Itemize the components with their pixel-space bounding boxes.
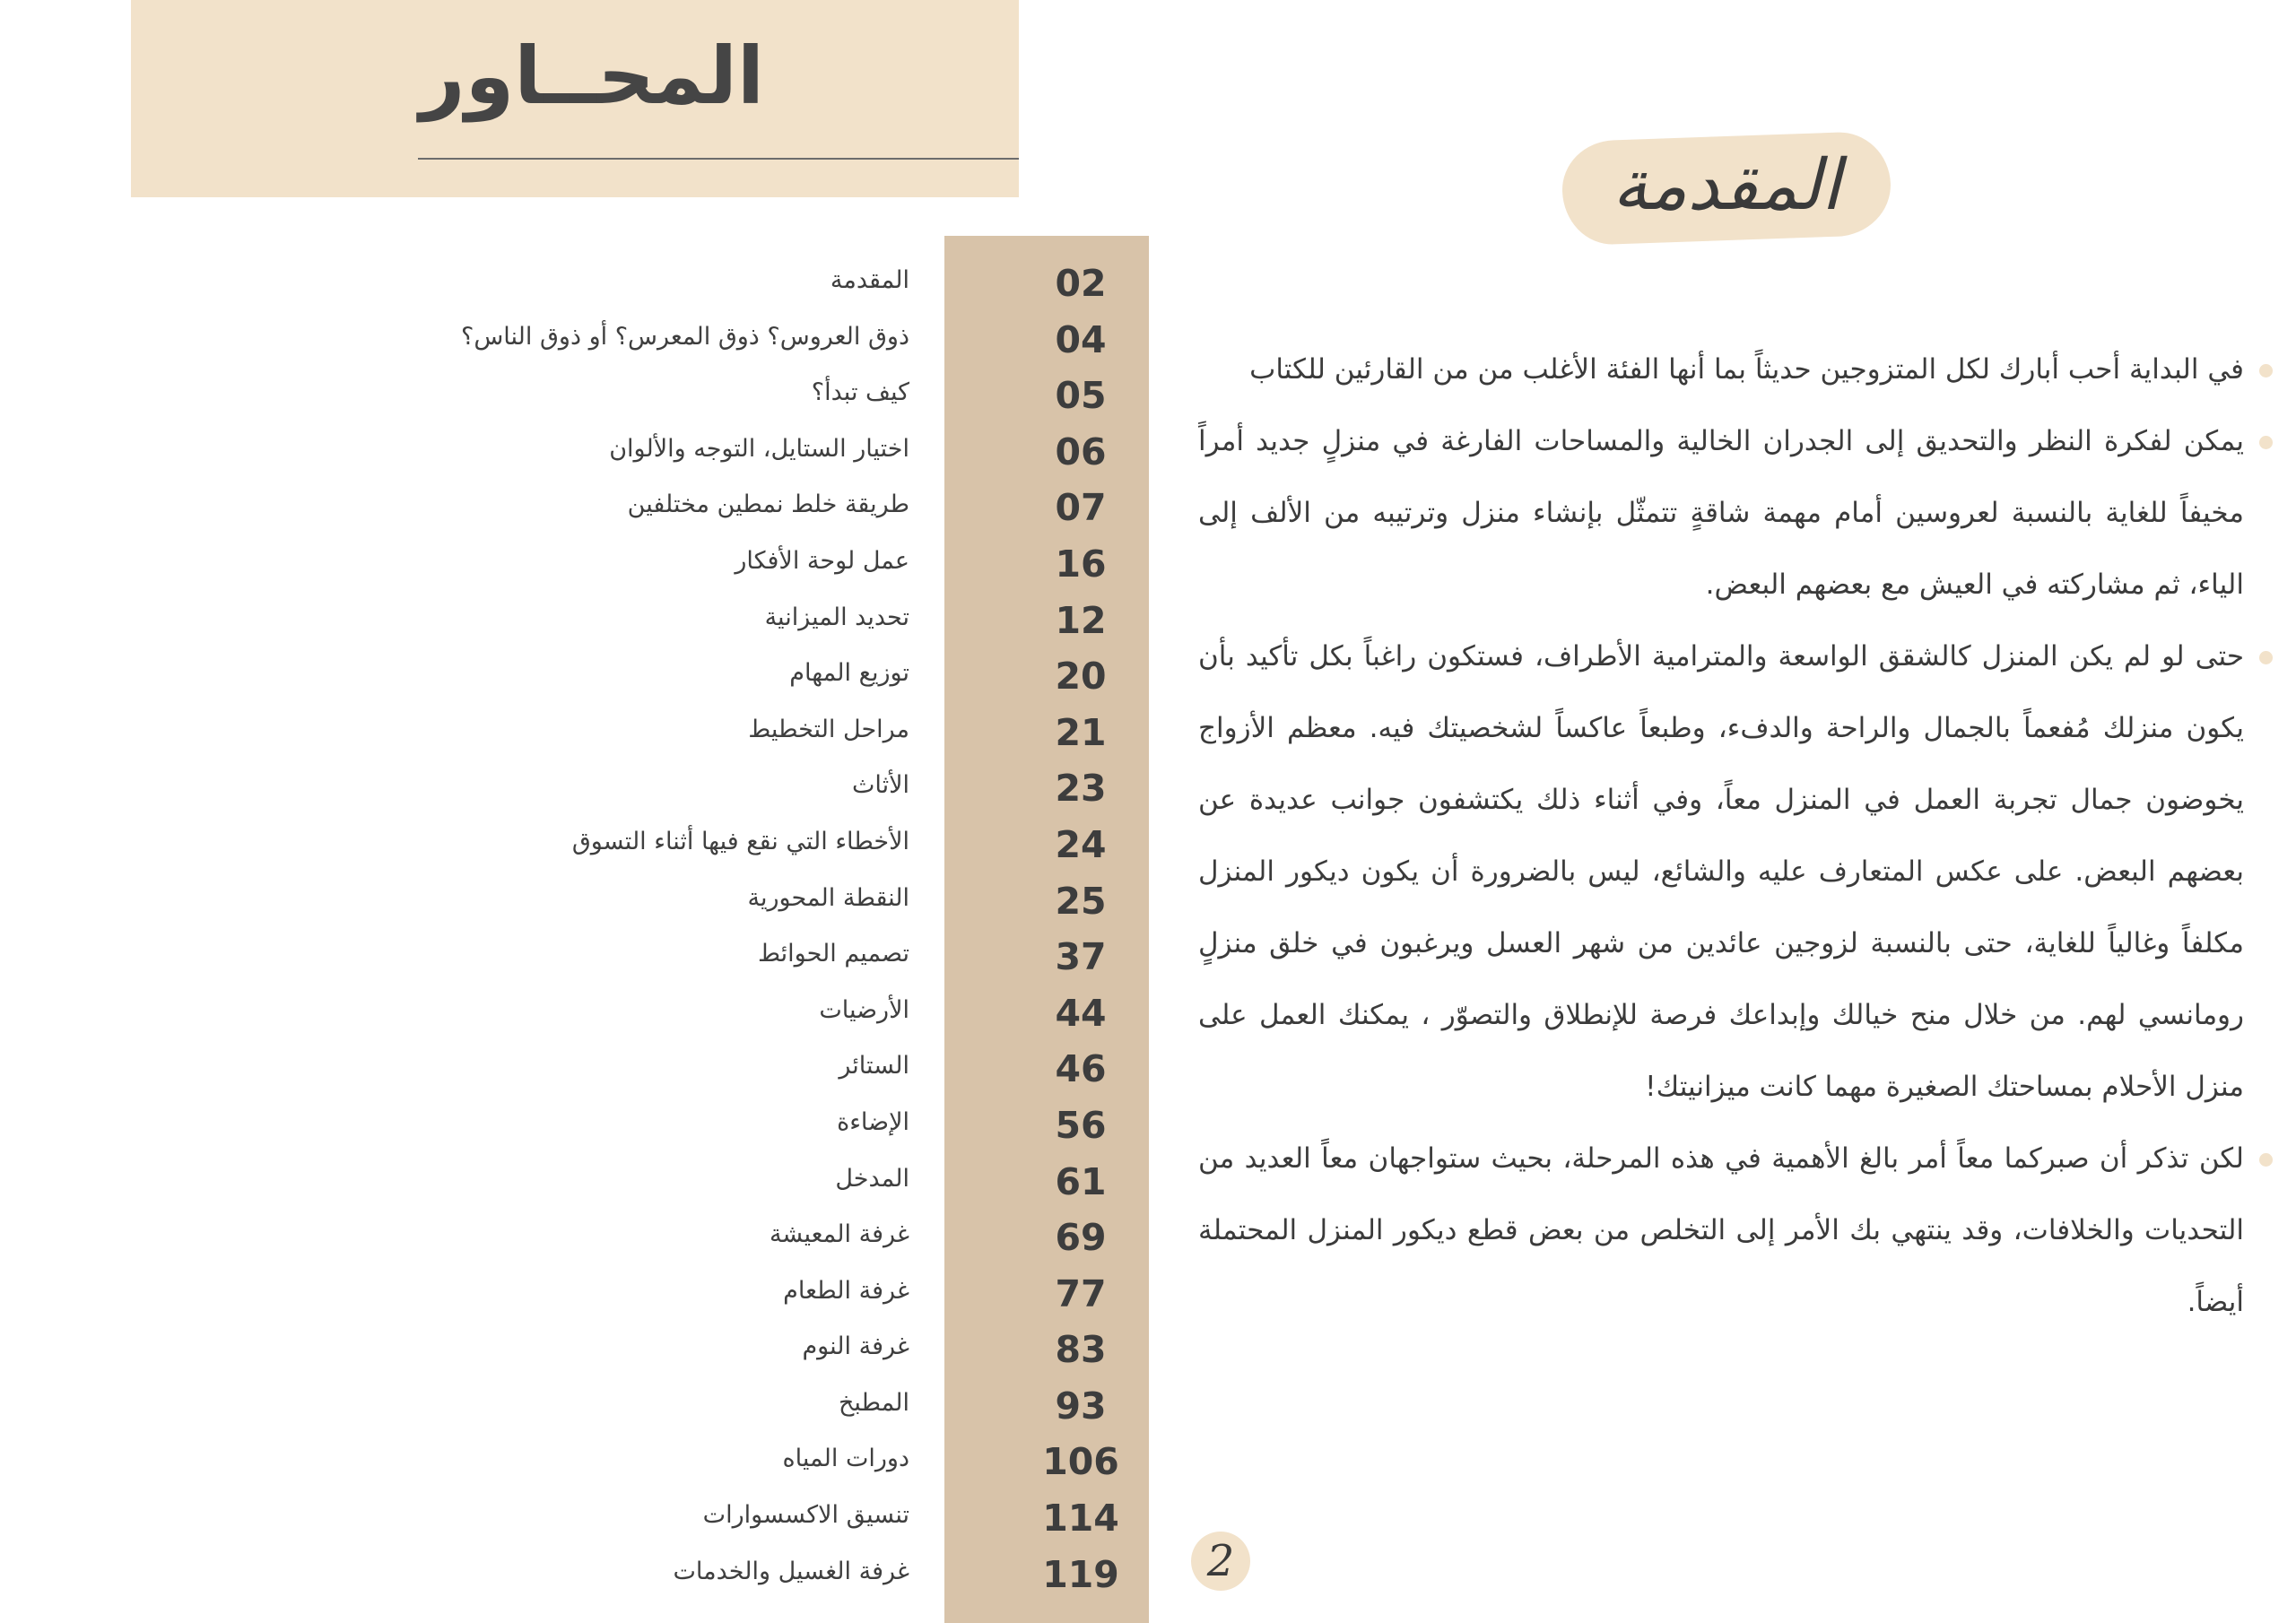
toc-entry-label: دورات المياه <box>782 1445 909 1473</box>
toc-entry-label: النقطة المحورية <box>747 883 909 912</box>
toc-entry-page-number: 44 <box>1055 991 1107 1035</box>
toc-entry[interactable] <box>269 1378 1148 1435</box>
toc-entry-page-number: 06 <box>1055 430 1107 473</box>
toc-entry[interactable] <box>269 1434 1148 1490</box>
toc-entry-label: المدخل <box>835 1164 909 1193</box>
toc-entry[interactable] <box>269 1154 1148 1211</box>
toc-entry-page-number: 114 <box>1042 1497 1119 1541</box>
toc-entry-label: طريقة خلط نمطين مختلفين <box>627 490 909 519</box>
bullet-icon <box>2259 651 2273 664</box>
toc-entry-page-number: 106 <box>1042 1440 1119 1484</box>
toc-entry-label: الإضاءة <box>837 1107 909 1136</box>
toc-title-divider <box>418 158 1019 160</box>
intro-paragraph-text: لكن تذكر أن صبركما معاً أمر بالغ الأهمية في هذه المرحلة، بحيث ستواجهان معاً العديد من التحديات والخلافات، وقد ينتهي بك الأمر إلى التخلص من بعض قطع ديكور المنزل المحتملة أيضاً. <box>1198 1142 2244 1318</box>
toc-entry[interactable] <box>269 1098 1148 1154</box>
toc-entry-page-number: 69 <box>1055 1216 1107 1260</box>
page-number: 2 <box>1206 1536 1235 1586</box>
intro-paragraph <box>1198 334 2244 405</box>
toc-entry-label: غرفة الغسيل والخدمات <box>673 1557 909 1585</box>
toc-entry-label: كيف تبدأ؟ <box>811 378 909 407</box>
toc-entry-label: الستائر <box>839 1052 909 1081</box>
toc-entry-label: توزيع المهام <box>789 659 909 688</box>
toc-entry-label: الأرضيات <box>819 995 909 1024</box>
toc-entry[interactable] <box>269 873 1148 930</box>
toc-entry[interactable] <box>269 480 1148 536</box>
toc-entry-page-number: 93 <box>1055 1384 1107 1428</box>
toc-entry-label: اختيار الستايل، التوجه والألوان <box>609 434 909 463</box>
toc-entry[interactable] <box>269 648 1148 705</box>
toc-entry-label: ذوق العروس؟ ذوق المعرس؟ أو ذوق الناس؟ <box>461 322 909 351</box>
toc-list <box>269 256 1148 1602</box>
toc-entry-label: تحديد الميزانية <box>764 603 909 631</box>
toc-entry[interactable] <box>269 593 1148 649</box>
toc-entry-page-number: 04 <box>1055 317 1107 361</box>
toc-entry-label: عمل لوحة الأفكار <box>735 546 909 575</box>
toc-entry[interactable] <box>269 1490 1148 1547</box>
toc-entry[interactable] <box>269 985 1148 1042</box>
toc-entry-page-number: 05 <box>1055 374 1107 418</box>
toc-entry-page-number: 83 <box>1055 1328 1107 1372</box>
toc-entry[interactable] <box>269 760 1148 817</box>
toc-entry-page-number: 61 <box>1055 1159 1107 1203</box>
toc-entry-page-number: 23 <box>1055 767 1107 811</box>
toc-entry[interactable] <box>269 536 1148 593</box>
toc-entry-page-number: 119 <box>1042 1552 1119 1596</box>
bullet-icon <box>2259 1153 2273 1167</box>
intro-paragraph-text: يمكن لفكرة النظر والتحديق إلى الجدران الخالية والمساحات الفارغة في منزلٍ جديد أمراً مخيفاً للغاية بالنسبة لعروسين أمام مهمة شاقةٍ تتمثّل بإنشاء منزل وترتيبه من الألف إلى الياء، ثم مشاركته في العيش مع بعضهم البعض. <box>1198 425 2244 601</box>
intro-paragraph <box>1198 405 2244 621</box>
toc-entry-page-number: 21 <box>1055 710 1107 754</box>
toc-entry-page-number: 16 <box>1055 542 1107 586</box>
toc-title: المحــاور <box>419 30 765 122</box>
toc-entry[interactable] <box>269 256 1148 312</box>
toc-entry[interactable] <box>269 368 1148 424</box>
toc-entry-label: غرفة الطعام <box>783 1276 909 1305</box>
toc-entry[interactable] <box>269 1547 1148 1603</box>
intro-title: المقدمة <box>1612 145 1841 226</box>
toc-entry[interactable] <box>269 705 1148 761</box>
toc-entry[interactable] <box>269 929 1148 985</box>
toc-entry-page-number: 24 <box>1055 822 1107 866</box>
toc-entry-label: الأثاث <box>851 771 909 800</box>
toc-entry[interactable] <box>269 1322 1148 1378</box>
toc-entry-page-number: 07 <box>1055 486 1107 530</box>
toc-entry-page-number: 56 <box>1055 1103 1107 1147</box>
bullet-icon <box>2259 436 2273 449</box>
toc-entry[interactable] <box>269 312 1148 369</box>
toc-entry[interactable] <box>269 1210 1148 1266</box>
toc-entry[interactable] <box>269 1041 1148 1098</box>
intro-paragraph <box>1198 1123 2244 1338</box>
toc-entry[interactable] <box>269 424 1148 481</box>
intro-paragraph <box>1198 621 2244 1123</box>
toc-entry-page-number: 37 <box>1055 935 1107 979</box>
toc-entry[interactable] <box>269 817 1148 873</box>
intro-body <box>1198 334 2244 1338</box>
toc-entry-page-number: 25 <box>1055 879 1107 923</box>
toc-entry-label: تصميم الحوائط <box>758 940 909 968</box>
toc-entry-page-number: 12 <box>1055 598 1107 642</box>
toc-entry-label: المقدمة <box>830 266 909 294</box>
toc-entry-page-number: 02 <box>1055 262 1107 305</box>
toc-entry-label: المطبخ <box>838 1388 909 1417</box>
toc-entry-label: الأخطاء التي نقع فيها أثناء التسوق <box>571 827 909 855</box>
toc-entry[interactable] <box>269 1266 1148 1323</box>
bullet-icon <box>2259 364 2273 378</box>
toc-entry-label: غرفة المعيشة <box>769 1220 909 1249</box>
intro-paragraph-text: في البداية أحب أبارك لكل المتزوجين حديثاً بما أنها الفئة الأغلب من من القارئين للكتاب <box>1249 353 2244 386</box>
toc-entry-label: مراحل التخطيط <box>748 715 909 743</box>
toc-entry-page-number: 77 <box>1055 1271 1107 1315</box>
toc-entry-page-number: 46 <box>1055 1047 1107 1091</box>
toc-entry-label: تنسيق الاكسسوارات <box>702 1501 909 1530</box>
toc-entry-page-number: 20 <box>1055 655 1107 699</box>
intro-paragraph-text: حتى لو لم يكن المنزل كالشقق الواسعة والمترامية الأطراف، فستكون راغباً بكل تأكيد بأن يكون منزلك مُفعماً بالجمال والراحة والدفء، وطبعاً عاكساً لشخصيتك فيه. معظم الأزواج يخوضون جمال تجربة العمل في المنزل معاً، وفي أثناء ذلك يكتشفون جوانب عديدة عن بعضهم البعض. على عكس المتعارف عليه والشائع، ليس بالضرورة أن يكون ديكور المنزل مكلفاً وغالياً للغاية، حتى بالنسبة لزوجين عائدين من شهر العسل ويرغبون في خلق منزلٍ رومانسي لهم. من خلال منح خيالك وإبداعك فرصة للإنطلاق والتصوّر ، يمكنك العمل على منزل الأحلام بمساحتك الصغيرة مهما كانت ميزانيتك! <box>1198 640 2244 1103</box>
toc-entry-label: غرفة النوم <box>802 1332 909 1361</box>
